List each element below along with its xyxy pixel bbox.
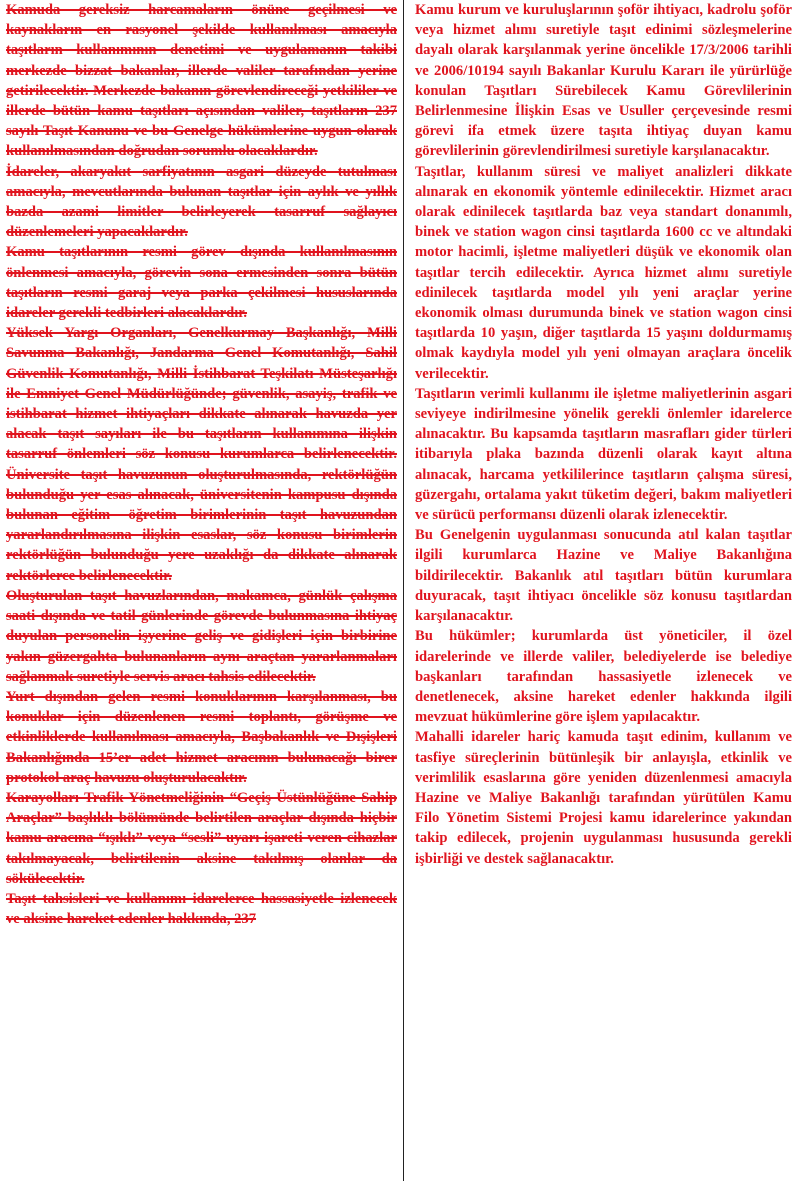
left-paragraph: Oluşturulan taşıt havuzlarından, makamca, günlük çalışma saati dışında ve tatil günlerinde görevde bulunmasına ihtiyaç duyulan personelin işyerine geliş ve gidişleri için birbirine yakın güzergahta bulunanların aynı araçtan yararlanmaları sağlanmak suretiyle servis aracı tahsis edilecektir. — [6, 587, 397, 685]
left-paragraph: Taşıt tahsisleri ve kullanımı idarelerce hassasiyetle izlenecek ve aksine hareket edenler hakkında, 237 — [6, 890, 397, 928]
left-paragraph: Yurt dışından gelen resmi konuklarının karşılanması, bu konuklar için düzenlenen resmi toplantı, görüşme ve etkinliklerde kullanılması amacıyla, Başbakanlık ve Dışişleri Bakanlığında 15’er adet hizmet aracının bulunacağı birer protokol araç havuzu oluşturulacaktır. — [6, 688, 397, 786]
left-paragraph: Kamu taşıtlarının resmi görev dışında kullanılmasının önlenmesi amacıyla, görevin sona ermesinden sonra bütün taşıtların resmi garaj veya parka çekilmesi hususlarında idareler gerekli tedbirleri alacaklardır. — [6, 244, 397, 322]
left-paragraph: İdareler, akaryakıt sarfiyatının asgari düzeyde tutulması amacıyla, mevcutlarında bulunan taşıtlar için aylık ve yıllık bazda azami limitler belirleyerek tasarruf sağlayıcı düzenlemeleri yapacaklardır. — [6, 163, 397, 241]
left-paragraph: Kamuda gereksiz harcamaların önüne geçilmesi ve kaynakların en rasyonel şekilde kullanılması amacıyla taşıtların kullanımının denetimi ve uygulamanın takibi merkezde bizzat bakanlar, illerde valiler tarafından yerine getirilecektir. Merkezde bakanın görevlendireceği yetkililer ve illerde bütün kamu taşıtları açısından valiler, taşıtların 237 sayılı Taşıt Kanunu ve bu Genelge hükümlerine uygun olarak kullanılmasından doğrudan sorumlu olacaklardır. — [6, 2, 397, 160]
right-paragraph: Bu hükümler; kurumlarda üst yöneticiler, il özel idarelerinde ve illerde valiler, belediyelerde ise belediye başkanları tarafından hassasiyetle izlenecek ve denetlenecek, aksine hareket edenler hakkında ilgili mevzuat hükümlerine göre işlem yapılacaktır. — [415, 628, 792, 726]
right-paragraph: Kamu kurum ve kuruluşlarının şoför ihtiyacı, kadrolu şoför veya hizmet alımı suretiyle taşıt edinimi sözleşmelerine dayalı olarak karşılanmak yerine öncelikle 17/3/2006 tarihli ve 2006/10194 sayılı Bakanlar Kurulu Kararı ile yürürlüğe konulan Taşıtları Sürebilecek Kamu Görevlilerinin Belirlenmesine İlişkin Esas ve Usuller çerçevesinde resmi görevi ifa etmek üzere taşıta ihtiyaç duyan kamu görevlilerinin görevlendirilmesi suretiyle karşılanacaktır. — [415, 2, 792, 160]
right-paragraph: Mahalli idareler hariç kamuda taşıt edinim, kullanım ve tasfiye süreçlerinin bütünleşik bir anlayışla, etkinlik ve verimlilik esaslarına göre yeniden düzenlenmesi amacıyla Hazine ve Maliye Bakanlığı tarafından yürütülen Kamu Filo Yönetim Sistemi Projesi kamu idarelerince yakından takip edilecek, projenin uygulanması hususunda gerekli işbirliği ve destek sağlanacaktır. — [415, 729, 792, 867]
left-paragraph: Karayolları Trafik Yönetmeliğinin “Geçiş Üstünlüğüne Sahip Araçlar” başlıklı bölümünde belirtilen araçlar dışında hiçbir kamu aracına “ışıklı” veya “sesli” uyarı işareti veren cihazlar takılmayacak, belirtilenin aksine takılmış olanlar da sökülecektir. — [6, 789, 397, 887]
right-column-text — [405, 0, 800, 1181]
right-paragraph: Taşıtların verimli kullanımı ile işletme maliyetlerinin asgari seviyeye indirilmesine yönelik gerekli önlemler idarelerce alınacaktır. Bu kapsamda taşıtların masrafları gider türleri itibarıyla plaka bazında düzenli olarak kayıt altına alınacak, harcama yetkililerince taşıtların çalışma süresi, güzergahı, ortalama yakıt tüketim değeri, bakım maliyetleri ve sürücü performansı düzenli olarak izlenecektir. — [415, 385, 792, 524]
right-paragraph: Bu Genelgenin uygulanması sonucunda atıl kalan taşıtlar ilgili kurumlarca Hazine ve Maliye Bakanlığına bildirilecektir. Bakanlık atıl taşıtları bütün kurumlara duyuracak, taşıt ihtiyacı öncelikle söz konusu taşıtlardan karşılanacaktır. — [415, 527, 792, 625]
left-paragraph: Yüksek Yargı Organları, Genelkurmay Başkanlığı, Milli Savunma Bakanlığı, Jandarma Genel Komutanlığı, Sahil Güvenlik Komutanlığı, Milli İstihbarat Teşkilatı Müsteşarlığı ile Emniyet Genel Müdürlüğünde; güvenlik, asayiş, trafik ve istihbarat hizmet ihtiyaçları dikkate alınarak havuzda yer alacak taşıt sayıları ile bu taşıtların kullanımına ilişkin tasarruf önlemleri söz konusu kurumlarca belirlenecektir. Üniversite taşıt havuzunun oluşturulmasında, rektörlüğün bulunduğu yer esas alınacak, üniversitenin kampusu dışında bulunan eğitim- öğretim birimlerinin taşıt havuzundan yararlandırılmasına ilişkin esaslar, söz konusu birimlerin rektörlüğün bulunduğu yere uzaklığı da dikkate alınarak rektörlerce belirlenecektir. — [6, 325, 397, 584]
right-paragraph: Taşıtlar, kullanım süresi ve maliyet analizleri dikkate alınarak en ekonomik yöntemle edinilecektir. Hizmet aracı olarak edinilecek taşıtlarda baz veya standart donanımlı, binek ve station wagon cinsi taşıtlarda 1600 cc ve altındaki motor hacimli, işletme maliyetleri düşük ve ekonomik olan taşıtlar tercih edilecektir. Ayrıca hizmet alımı suretiyle edinilecek taşıtlarda model yılı yeni araçlar yerine ekonomik olması durumunda binek ve station wagon cinsi taşıtlarda 10 yaşın, diğer taşıtlarda 15 yaşını doldurmamış olmak kaydıyla model yılı yeni olmayan araçlara öncelik verilecektir. — [415, 163, 792, 382]
